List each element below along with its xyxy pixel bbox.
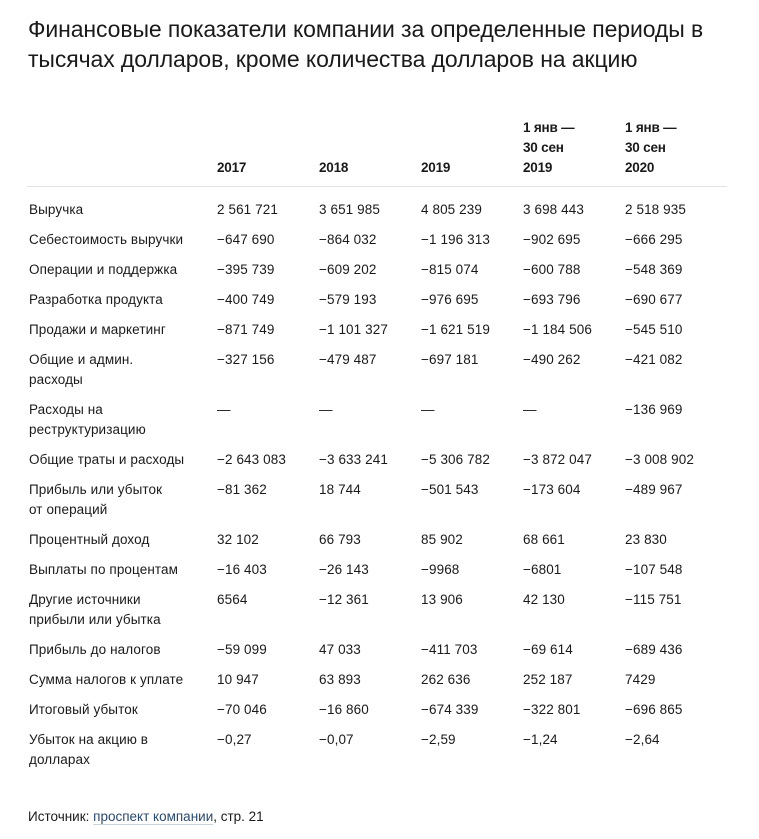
cell-value: −501 543 (421, 482, 479, 497)
column-header-line: 1 янв — (625, 120, 677, 135)
table-row (27, 225, 727, 255)
cell-value: −489 967 (625, 482, 683, 497)
cell-value: — (217, 402, 231, 417)
cell-value: −327 156 (217, 352, 275, 367)
row-label: Выручка (29, 202, 84, 217)
cell-value: −1 101 327 (319, 322, 388, 337)
cell-value: −16 860 (319, 702, 369, 717)
cell-value: −545 510 (625, 322, 683, 337)
cell-value: — (319, 402, 333, 417)
cell-value: −59 099 (217, 642, 267, 657)
page-title: Финансовые показатели компании за определенные периоды в тысячах долларов, кроме количества долларов на акцию (28, 16, 704, 72)
cell-value: −666 295 (625, 232, 683, 247)
cell-value: −2 643 083 (217, 452, 286, 467)
cell-value: −976 695 (421, 292, 479, 307)
cell-value: — (523, 402, 537, 417)
cell-value: 10 947 (217, 672, 259, 687)
cell-value: −2,64 (625, 732, 660, 747)
row-label: Операции и поддержка (29, 262, 178, 277)
source-suffix: , стр. 21 (213, 809, 264, 824)
column-header-line: 1 янв — (523, 120, 575, 135)
row-label: Итоговый убыток (29, 702, 138, 717)
cell-value: −395 739 (217, 262, 275, 277)
cell-value: 7429 (625, 672, 656, 687)
row-label: Процентный доход (29, 532, 150, 547)
table-row (27, 725, 727, 775)
cell-value: −696 865 (625, 702, 683, 717)
row-label: Разработка продукта (29, 292, 163, 307)
row-label: Себестоимость выручки (29, 232, 184, 247)
cell-value: 13 906 (421, 592, 463, 607)
cell-value: −2,59 (421, 732, 456, 747)
cell-value: −693 796 (523, 292, 581, 307)
cell-value: −690 677 (625, 292, 683, 307)
table-row (27, 345, 727, 395)
cell-value: 3 698 443 (523, 202, 584, 217)
cell-value: −400 749 (217, 292, 275, 307)
row-label: Выплаты по процентам (29, 562, 179, 577)
cell-value: −3 633 241 (319, 452, 388, 467)
table-row (27, 635, 727, 665)
row-label: Продажи и маркетинг (29, 322, 166, 337)
cell-value: −689 436 (625, 642, 683, 657)
cell-value: 4 805 239 (421, 202, 482, 217)
cell-value: 23 830 (625, 532, 667, 547)
column-header-2018: 2018 (319, 118, 421, 187)
cell-value: 18 744 (319, 482, 361, 497)
cell-value: −115 751 (625, 592, 682, 607)
cell-value: −1 621 519 (421, 322, 490, 337)
table-row (27, 585, 727, 635)
column-header-line: 2020 (625, 160, 655, 175)
cell-value: −479 487 (319, 352, 377, 367)
financials-table-container (27, 118, 727, 775)
table-row (27, 695, 727, 725)
cell-value: −411 703 (421, 642, 478, 657)
cell-value: −1 184 506 (523, 322, 592, 337)
row-label: Другие источники прибыли или убытка (29, 592, 161, 627)
column-header-line: 30 сен (625, 140, 666, 155)
cell-value: 252 187 (523, 672, 573, 687)
row-label: Общие и админ. расходы (29, 352, 134, 387)
cell-value: −16 403 (217, 562, 267, 577)
cell-value: 2 518 935 (625, 202, 686, 217)
financials-table (27, 118, 727, 775)
row-label: Прибыль или убыток от операций (29, 482, 163, 517)
cell-value: −421 082 (625, 352, 683, 367)
row-label: Общие траты и расходы (29, 452, 185, 467)
table-row (27, 315, 727, 345)
cell-value: −26 143 (319, 562, 369, 577)
cell-value: −647 690 (217, 232, 275, 247)
column-header-label (27, 118, 217, 187)
cell-value: 42 130 (523, 592, 565, 607)
cell-value: −1 196 313 (421, 232, 490, 247)
cell-value: 66 793 (319, 532, 361, 547)
cell-value: −81 362 (217, 482, 267, 497)
table-row (27, 255, 727, 285)
table-body (27, 187, 727, 776)
cell-value: −674 339 (421, 702, 479, 717)
cell-value: −902 695 (523, 232, 581, 247)
cell-value: −0,07 (319, 732, 354, 747)
table-row (27, 395, 727, 445)
source-note (28, 807, 264, 827)
cell-value: −815 074 (421, 262, 479, 277)
row-label: Прибыль до налогов (29, 642, 161, 657)
cell-value: 3 651 985 (319, 202, 380, 217)
table-row (27, 445, 727, 475)
cell-value: −697 181 (421, 352, 479, 367)
cell-value: −70 046 (217, 702, 267, 717)
cell-value: −0,27 (217, 732, 252, 747)
cell-value: −6801 (523, 562, 562, 577)
column-header-line: 2019 (523, 160, 553, 175)
column-header-line: 30 сен (523, 140, 564, 155)
cell-value: −871 749 (217, 322, 275, 337)
source-prefix: Источник: (28, 809, 94, 824)
cell-value: −322 801 (523, 702, 581, 717)
cell-value: −579 193 (319, 292, 377, 307)
table-row (27, 187, 727, 226)
cell-value: 2 561 721 (217, 202, 278, 217)
cell-value: −107 548 (625, 562, 683, 577)
cell-value: −9968 (421, 562, 460, 577)
cell-value: −69 614 (523, 642, 573, 657)
column-header-2019: 2019 (421, 118, 523, 187)
cell-value: −136 969 (625, 402, 683, 417)
source-link[interactable]: проспект компании (93, 809, 214, 824)
cell-value: −548 369 (625, 262, 683, 277)
cell-value: 68 661 (523, 532, 565, 547)
cell-value: 63 893 (319, 672, 361, 687)
column-header-9m-2019 (523, 118, 625, 187)
row-label: Сумма налогов к уплате (29, 672, 184, 687)
cell-value: −5 306 782 (421, 452, 490, 467)
cell-value: 6564 (217, 592, 248, 607)
row-label: Убыток на акцию в долларах (29, 732, 149, 767)
cell-value: −173 604 (523, 482, 581, 497)
cell-value: 262 636 (421, 672, 471, 687)
cell-value: −490 262 (523, 352, 581, 367)
cell-value: −864 032 (319, 232, 377, 247)
cell-value: −1,24 (523, 732, 558, 747)
row-label: Расходы на реструктуризацию (29, 402, 146, 437)
column-header-2017: 2017 (217, 118, 319, 187)
cell-value: 47 033 (319, 642, 361, 657)
table-row (27, 525, 727, 555)
cell-value: −3 008 902 (625, 452, 694, 467)
cell-value: 85 902 (421, 532, 463, 547)
cell-value: −12 361 (319, 592, 369, 607)
table-header (27, 118, 727, 187)
table-row (27, 555, 727, 585)
cell-value: — (421, 402, 435, 417)
cell-value: 32 102 (217, 532, 259, 547)
column-header-9m-2020 (625, 118, 727, 187)
table-row (27, 475, 727, 525)
cell-value: −600 788 (523, 262, 581, 277)
table-row (27, 665, 727, 695)
cell-value: −3 872 047 (523, 452, 592, 467)
cell-value: −609 202 (319, 262, 377, 277)
table-row (27, 285, 727, 315)
